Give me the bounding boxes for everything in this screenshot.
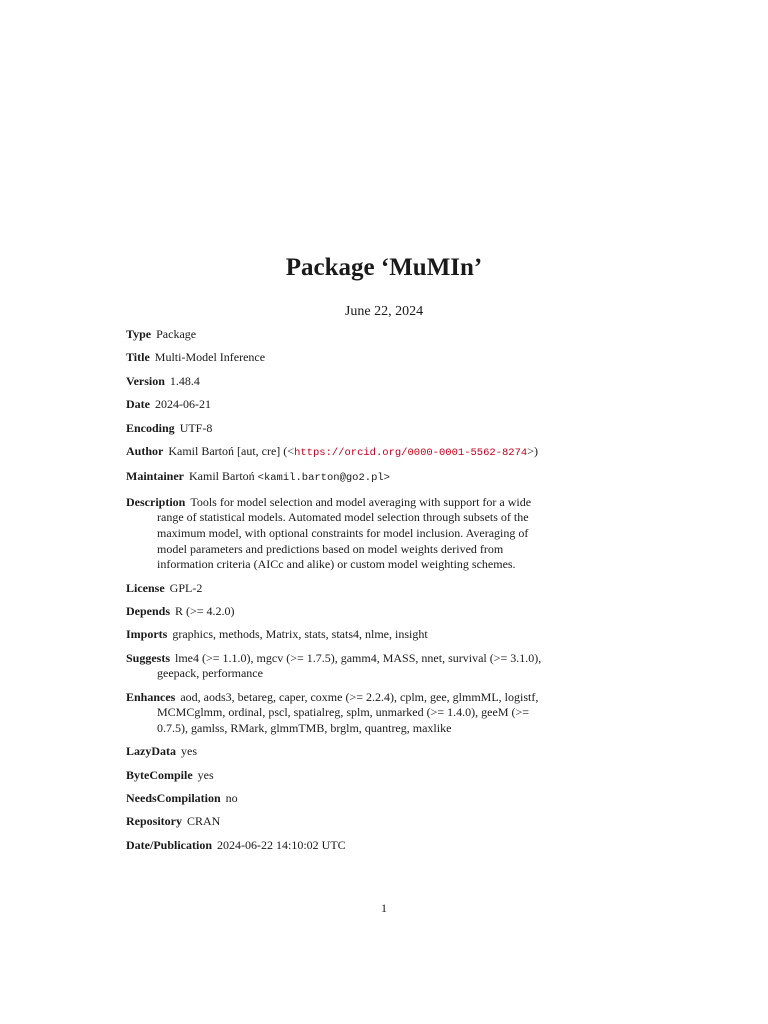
field-date [126,397,546,413]
page-date: June 22, 2024 [344,304,424,319]
field-value: 2024-06-21 [155,397,211,412]
field-key: Date/Publication [126,837,212,852]
field-value: aod, aods3, betareg, caper, coxme (>= 2.2.4), cplm, gee, glmmML, logistf, MCMCglmm, ordinal, pscl, spatialreg, splm, unmarked (>= 1.4.0), geeM (>= 0.7.5), gamlss, RMark, glmmTMB, brglm, quantreg, maxlike [157,689,539,735]
field-key: Repository [126,814,182,829]
field-key: Enhances [126,689,176,704]
field-key: NeedsCompilation [126,791,221,806]
field-key: Type [126,327,152,341]
field-value: Package [156,327,197,341]
author-name: Kamil Bartoń [aut, cre] (< [168,443,295,458]
field-author [126,444,546,462]
field-key: Depends [126,603,171,618]
field-value: Tools for model selection and model averaging with support for a wide range of statistical models. Automated model selection through subsets of the maximum model, with optional constraints for model inclusion. Averaging of model parameters and predictions based on model weights derived from information criteria (AICc and alike) or custom model weighting schemes. [157,494,532,572]
field-date-publication [126,838,546,854]
field-bytecompile [126,768,546,784]
field-key: Encoding [126,420,175,435]
field-needscompilation [126,791,546,807]
field-license [126,581,546,597]
field-key: Date [126,397,150,412]
field-repository [126,814,546,830]
field-key: Title [126,350,150,365]
field-key: Author [126,443,164,458]
field-lazydata [126,744,546,760]
field-suggests [126,651,546,682]
field-value: yes [181,744,197,759]
field-description [126,495,546,573]
field-maintainer [126,469,546,487]
field-key: Description [126,494,186,509]
field-encoding [126,421,546,437]
field-value: Multi-Model Inference [154,350,266,365]
field-key: Maintainer [126,469,184,484]
field-value: no [225,791,238,806]
field-value: CRAN [187,814,221,829]
maintainer-email: <kamil.barton@go2.pl> [257,472,390,485]
field-value: graphics, methods, Matrix, stats, stats4, nlme, insight [172,627,428,642]
field-value: R (>= 4.2.0) [175,603,235,618]
maintainer-name: Kamil Bartoń [189,469,255,484]
field-value: GPL-2 [169,580,203,595]
field-key: Version [126,373,165,388]
field-value: 2024-06-22 14:10:02 UTC [217,837,346,852]
field-imports [126,627,546,643]
field-value: UTF-8 [179,420,213,435]
orcid-link[interactable]: https://orcid.org/0000-0001-5562-8274 [294,446,528,459]
field-value: yes [197,767,214,782]
field-key: ByteCompile [126,767,193,782]
page-title: Package ‘MuMIn’ [285,254,483,281]
field-title [126,350,546,366]
field-key: Suggests [126,650,171,665]
field-value: lme4 (>= 1.1.0), mgcv (>= 1.7.5), gamm4, MASS, nnet, survival (>= 3.1.0), geepack, performance [157,650,542,681]
field-key: Imports [126,627,168,642]
field-version [126,374,546,390]
page-number: 1 [381,901,387,915]
field-key: LazyData [126,744,176,759]
description-fields [126,327,546,861]
field-value: 1.48.4 [169,373,200,388]
field-key: License [126,580,165,595]
field-enhances [126,690,546,737]
author-suffix: >) [527,443,538,458]
field-depends [126,604,546,620]
field-type [126,327,546,343]
